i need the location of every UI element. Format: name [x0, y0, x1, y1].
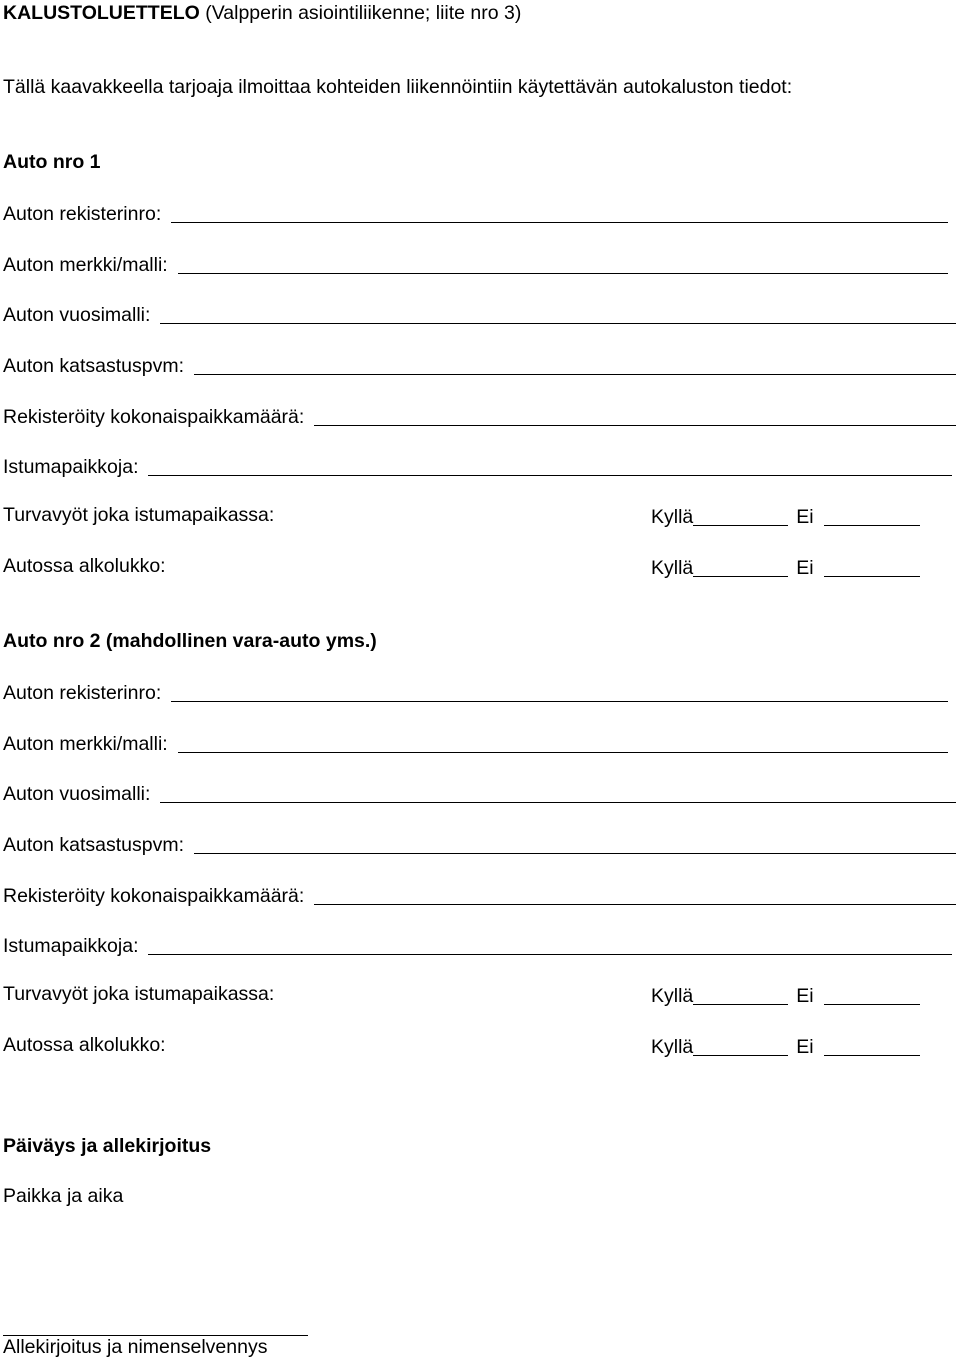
fill-line[interactable] [148, 953, 952, 955]
vehicle-2-total-seats-row[interactable] [3, 882, 956, 908]
no-fill-line[interactable] [824, 1003, 920, 1005]
vehicle-1-seats-row[interactable] [3, 453, 952, 479]
vehicle-1-seatbelt-options[interactable] [651, 503, 920, 529]
vehicle-1-make-model-row[interactable] [3, 251, 948, 277]
yes-fill-line[interactable] [693, 1054, 788, 1056]
vehicle-2-inspection-date-row[interactable] [3, 831, 956, 857]
vehicle-2-model-year-row[interactable] [3, 780, 956, 806]
fill-line[interactable] [194, 373, 956, 375]
fill-line[interactable] [178, 272, 948, 274]
signature-label: Allekirjoitus ja nimenselvennys [3, 1336, 268, 1358]
field-label: Rekisteröity kokonaispaikkamäärä: [3, 406, 305, 428]
yes-label: Kyllä [651, 557, 694, 579]
vehicle-1-alcolock-label: Autossa alkolukko: [3, 555, 166, 577]
no-label: Ei [796, 985, 814, 1007]
vehicle-1-inspection-date-row[interactable] [3, 352, 956, 378]
no-label: Ei [796, 506, 814, 528]
vehicle-2-seatbelt-label: Turvavyöt joka istumapaikassa: [3, 983, 275, 1005]
no-label: Ei [796, 557, 814, 579]
vehicle-2-seats-row[interactable] [3, 932, 952, 958]
field-label: Auton katsastuspvm: [3, 355, 185, 377]
title-rest: (Valpperin asiointiliikenne; liite nro 3) [199, 2, 522, 24]
field-label: Auton rekisterinro: [3, 682, 162, 704]
field-label: Auton katsastuspvm: [3, 834, 185, 856]
yes-label: Kyllä [651, 506, 694, 528]
field-label: Auton vuosimalli: [3, 783, 151, 805]
no-fill-line[interactable] [824, 524, 920, 526]
vehicle-1-alcolock-options[interactable] [651, 554, 920, 580]
vehicle-2-seatbelt-options[interactable] [651, 982, 920, 1008]
fill-line[interactable] [160, 801, 956, 803]
fill-line[interactable] [160, 322, 956, 324]
yes-fill-line[interactable] [693, 1003, 788, 1005]
signature-heading: Päiväys ja allekirjoitus [3, 1135, 212, 1157]
field-label: Auton merkki/malli: [3, 254, 168, 276]
intro-text: Tällä kaavakkeella tarjoaja ilmoittaa kohteiden liikennöintiin käytettävän autokaluston tiedot: [3, 76, 793, 98]
vehicle-2-alcolock-options[interactable] [651, 1033, 920, 1059]
field-label: Istumapaikkoja: [3, 935, 139, 957]
fill-line[interactable] [178, 751, 948, 753]
title-bold: KALUSTOLUETTELO [3, 2, 200, 24]
vehicle-2-heading: Auto nro 2 (mahdollinen vara-auto yms.) [3, 630, 377, 652]
document-title [3, 2, 521, 25]
vehicle-2-alcolock-label: Autossa alkolukko: [3, 1034, 166, 1056]
field-label: Auton merkki/malli: [3, 733, 168, 755]
no-fill-line[interactable] [824, 575, 920, 577]
fill-line[interactable] [171, 700, 948, 702]
place-and-time-label: Paikka ja aika [3, 1185, 124, 1207]
fill-line[interactable] [171, 221, 948, 223]
vehicle-2-registration-row[interactable] [3, 679, 948, 705]
fill-line[interactable] [314, 424, 956, 426]
vehicle-1-seatbelt-label: Turvavyöt joka istumapaikassa: [3, 504, 275, 526]
yes-label: Kyllä [651, 1036, 694, 1058]
no-label: Ei [796, 1036, 814, 1058]
field-label: Rekisteröity kokonaispaikkamäärä: [3, 885, 305, 907]
vehicle-2-make-model-row[interactable] [3, 730, 948, 756]
field-label: Auton rekisterinro: [3, 203, 162, 225]
fill-line[interactable] [194, 852, 956, 854]
fill-line[interactable] [314, 903, 956, 905]
vehicle-1-registration-row[interactable] [3, 200, 948, 226]
vehicle-1-total-seats-row[interactable] [3, 403, 956, 429]
field-label: Auton vuosimalli: [3, 304, 151, 326]
field-label: Istumapaikkoja: [3, 456, 139, 478]
vehicle-1-model-year-row[interactable] [3, 301, 956, 327]
yes-fill-line[interactable] [693, 524, 788, 526]
no-fill-line[interactable] [824, 1054, 920, 1056]
vehicle-1-heading: Auto nro 1 [3, 151, 101, 173]
yes-label: Kyllä [651, 985, 694, 1007]
yes-fill-line[interactable] [693, 575, 788, 577]
fill-line[interactable] [148, 474, 952, 476]
